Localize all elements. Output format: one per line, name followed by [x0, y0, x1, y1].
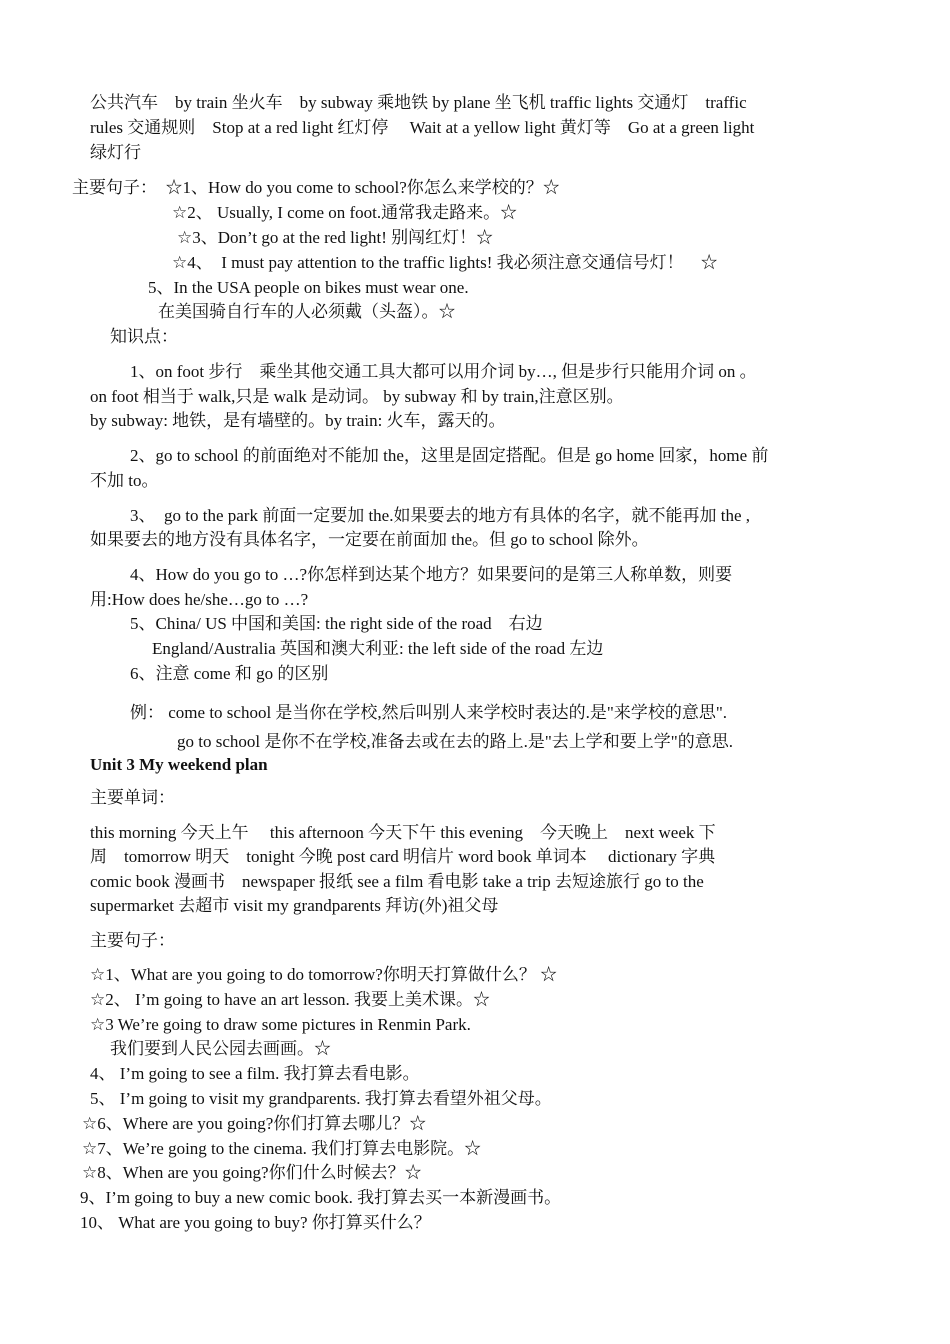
- section-heading: Unit 3 My weekend plan: [90, 755, 268, 774]
- text-line: 2、go to school 的前面绝对不能加 the，这里是固定搭配。但是 go home 回家，home 前: [130, 446, 769, 465]
- text-line: ☆6、Where are you going?你们打算去哪儿？☆: [82, 1114, 427, 1133]
- text-line: 5、China/ US 中国和美国: the right side of the road 右边: [130, 614, 543, 633]
- text-line: ☆7、We’re going to the cinema. 我们打算去电影院。☆: [82, 1139, 482, 1158]
- text-line: 5、 I’m going to visit my grandparents. 我打算去看望外祖父母。: [90, 1089, 552, 1108]
- text-line: 9、I’m going to buy a new comic book. 我打算去买一本新漫画书。: [80, 1188, 562, 1207]
- text-line: ☆8、When are you going?你们什么时候去？☆: [82, 1163, 422, 1182]
- text-line: ☆2、 Usually, I come on foot.通常我走路来。☆: [172, 203, 518, 222]
- text-line: 知识点：: [110, 327, 178, 346]
- text-line: 我们要到人民公园去画画。☆: [110, 1039, 331, 1058]
- text-line: this morning 今天上午 this afternoon 今天下午 this evening 今天晚上 next week 下: [90, 823, 716, 842]
- text-line: 5、In the USA people on bikes must wear one.: [148, 278, 469, 297]
- text-line: ☆3、Don’t go at the red light! 别闯红灯！☆: [177, 228, 494, 247]
- text-line: 在美国骑自行车的人必须戴（头盔）。☆: [158, 302, 456, 321]
- text-line: 周 tomorrow 明天 tonight 今晚 post card 明信片 word book 单词本 dictionary 字典: [90, 847, 716, 866]
- text-line: ☆4、 I must pay attention to the traffic lights! 我必须注意交通信号灯！ ☆: [172, 253, 718, 272]
- text-line: 不加 to。: [90, 471, 159, 490]
- text-line: ☆2、 I’m going to have an art lesson. 我要上美术课。☆: [90, 990, 491, 1009]
- text-line: by subway: 地铁，是有墙壁的。by train: 火车，露天的。: [90, 411, 506, 430]
- text-line: on foot 相当于 walk,只是 walk 是动词。 by subway 和 by train,注意区别。: [90, 387, 624, 406]
- text-line: 主要句子： ☆1、How do you come to school?你怎么来学校的？☆: [72, 178, 560, 197]
- text-line: 用:How does he/she…go to …?: [90, 590, 309, 609]
- text-line: 例： come to school 是当你在学校,然后叫别人来学校时表达的.是"来学校的意思".: [130, 703, 728, 722]
- text-line: 主要句子：: [90, 931, 175, 950]
- text-line: 4、 I’m going to see a film. 我打算去看电影。: [90, 1064, 420, 1083]
- text-line: 6、注意 come 和 go 的区别: [130, 664, 329, 683]
- text-line: rules 交通规则 Stop at a red light 红灯停 Wait at a yellow light 黄灯等 Go at a green light: [90, 118, 755, 137]
- text-line: 如果要去的地方没有具体名字，一定要在前面加 the。但 go to school 除外。: [90, 530, 649, 549]
- text-line: go to school 是你不在学校,准备去或在去的路上.是"去上学和要上学"的意思.: [177, 732, 733, 751]
- text-line: 4、How do you go to …?你怎样到达某个地方？如果要问的是第三人称单数，则要: [130, 565, 733, 584]
- text-line: 1、on foot 步行 乘坐其他交通工具大都可以用介词 by…, 但是步行只能用介词 on 。: [130, 362, 757, 381]
- text-line: 10、 What are you going to buy? 你打算买什么？: [80, 1213, 431, 1232]
- text-line: comic book 漫画书 newspaper 报纸 see a film 看电影 take a trip 去短途旅行 go to the: [90, 872, 704, 891]
- text-line: ☆3 We’re going to draw some pictures in Renmin Park.: [90, 1015, 471, 1034]
- text-line: 3、 go to the park 前面一定要加 the.如果要去的地方有具体的名字，就不能再加 the ,: [130, 506, 750, 525]
- text-line: 公共汽车 by train 坐火车 by subway 乘地铁 by plane 坐飞机 traffic lights 交通灯 traffic: [90, 93, 747, 112]
- text-line: 绿灯行: [90, 143, 141, 162]
- text-line: 主要单词：: [90, 788, 175, 807]
- text-line: England/Australia 英国和澳大利亚: the left side of the road 左边: [152, 639, 604, 658]
- text-line: ☆1、What are you going to do tomorrow?你明天打算做什么？ ☆: [90, 965, 558, 984]
- text-line: supermarket 去超市 visit my grandparents 拜访(外)祖父母: [90, 896, 499, 915]
